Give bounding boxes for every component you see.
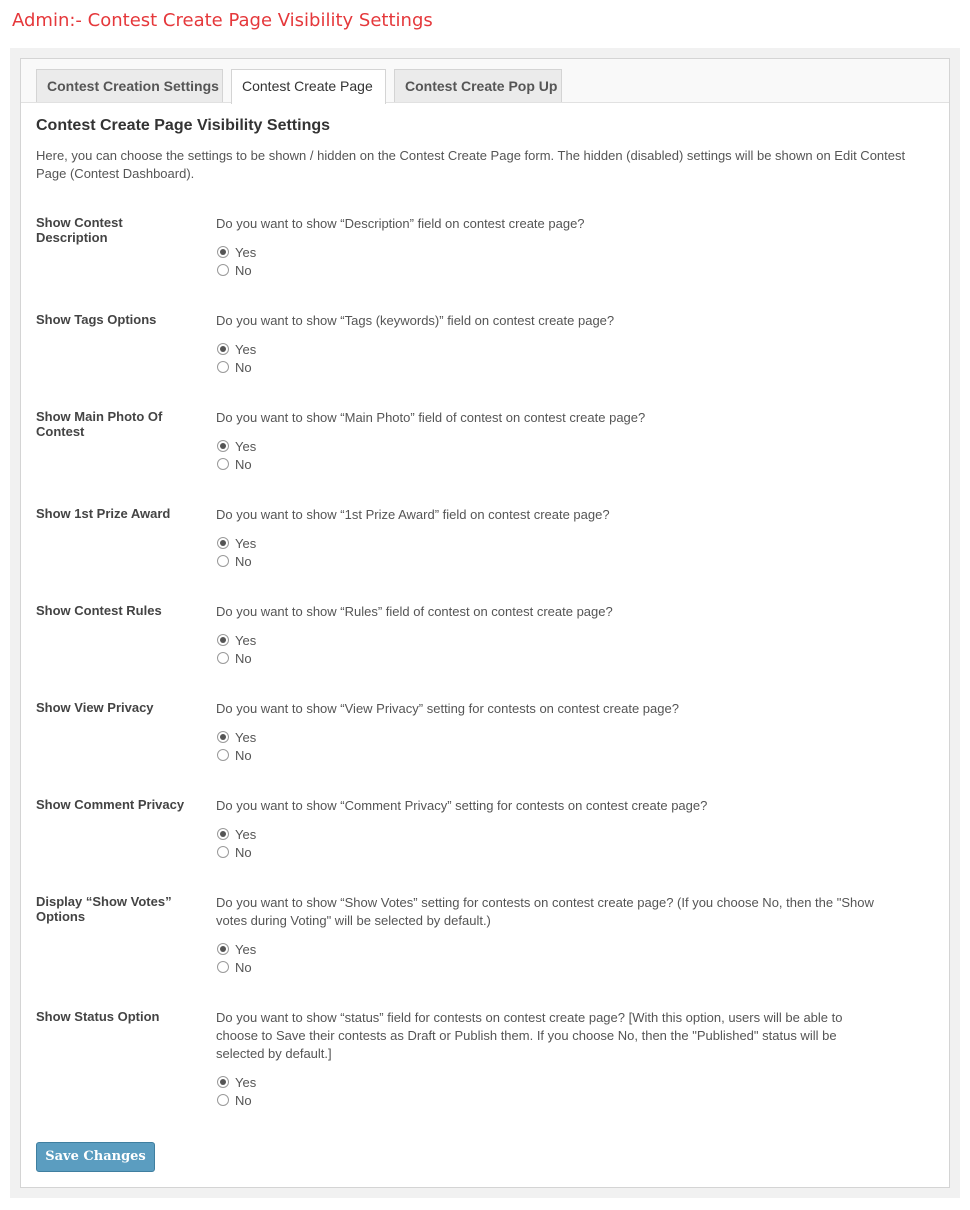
setting-label: Show 1st Prize Award [36, 506, 171, 521]
radio-no[interactable] [217, 1094, 229, 1106]
radio-group [216, 940, 256, 976]
yes-option[interactable]: Yes [216, 940, 256, 958]
setting-question: Do you want to show “Description” field on contest create page? [216, 216, 585, 231]
radio-yes[interactable] [217, 246, 229, 258]
setting-question: Do you want to show “View Privacy” setting for contests on contest create page? [216, 701, 679, 716]
radio-group [216, 1073, 256, 1109]
section-title: Contest Create Page Visibility Settings [36, 117, 331, 134]
radio-group [216, 534, 256, 570]
tab-contest-create-pop-up[interactable]: Contest Create Pop Up [394, 69, 562, 102]
radio-yes[interactable] [217, 537, 229, 549]
radio-group [216, 631, 256, 667]
radio-yes[interactable] [217, 440, 229, 452]
setting-question: Do you want to show “Tags (keywords)” field on contest create page? [216, 313, 615, 328]
tab-contest-create-page[interactable]: Contest Create Page [231, 69, 386, 104]
radio-no[interactable] [217, 749, 229, 761]
setting-question: Do you want to show “Comment Privacy” setting for contests on contest create page? [216, 798, 708, 813]
radio-yes[interactable] [217, 1076, 229, 1088]
radio-yes[interactable] [217, 731, 229, 743]
setting-question: Do you want to show “status” field for contests on contest create page? [With this option, users will be able to choose to Save their contests as Draft or Publish them. If you choose No, then the "Published" status will be selected by default.] [216, 1010, 843, 1061]
radio-group [216, 437, 256, 473]
setting-label: Display “Show Votes” Options [36, 894, 172, 924]
radio-no[interactable] [217, 264, 229, 276]
yes-option[interactable]: Yes [216, 631, 256, 649]
yes-option[interactable]: Yes [216, 728, 256, 746]
setting-label: Show Contest Rules [36, 603, 162, 618]
intro-text: Here, you can choose the settings to be shown / hidden on the Contest Create Page form. The hidden (disabled) settings will be shown on Edit Contest Page (Contest Dashboard). [36, 148, 906, 181]
radio-group [216, 340, 256, 376]
yes-option[interactable]: Yes [216, 534, 256, 552]
radio-group [216, 243, 256, 279]
radio-no[interactable] [217, 361, 229, 373]
settings-wrapper [10, 48, 960, 1198]
setting-label: Show Main Photo Of Contest [36, 409, 163, 439]
no-option[interactable]: No [216, 843, 256, 861]
no-option[interactable]: No [216, 552, 256, 570]
radio-yes[interactable] [217, 828, 229, 840]
no-option[interactable]: No [216, 358, 256, 376]
radio-yes[interactable] [217, 343, 229, 355]
setting-label: Show Contest Description [36, 215, 123, 245]
yes-option[interactable]: Yes [216, 243, 256, 261]
radio-group [216, 728, 256, 764]
save-changes-button[interactable]: Save Changes [36, 1142, 155, 1172]
setting-question: Do you want to show “Main Photo” field of contest on contest create page? [216, 410, 646, 425]
no-option[interactable]: No [216, 746, 256, 764]
radio-no[interactable] [217, 961, 229, 973]
radio-no[interactable] [217, 555, 229, 567]
setting-label: Show Status Option [36, 1009, 160, 1024]
yes-option[interactable]: Yes [216, 1073, 256, 1091]
no-option[interactable]: No [216, 649, 256, 667]
radio-group [216, 825, 256, 861]
radio-yes[interactable] [217, 634, 229, 646]
setting-label: Show Tags Options [36, 312, 157, 327]
setting-question: Do you want to show “1st Prize Award” field on contest create page? [216, 507, 610, 522]
radio-no[interactable] [217, 846, 229, 858]
no-option[interactable]: No [216, 958, 256, 976]
no-option[interactable]: No [216, 261, 256, 279]
tab-bar [21, 59, 949, 103]
settings-panel [20, 58, 950, 1188]
page-title: Admin:- Contest Create Page Visibility Settings [12, 10, 433, 31]
radio-no[interactable] [217, 458, 229, 470]
yes-option[interactable]: Yes [216, 340, 256, 358]
radio-yes[interactable] [217, 943, 229, 955]
setting-label: Show View Privacy [36, 700, 154, 715]
setting-question: Do you want to show “Show Votes” setting for contests on contest create page? (If you choose No, then the "Show votes during Voting" will be selected by default.) [216, 895, 874, 928]
setting-label: Show Comment Privacy [36, 797, 185, 812]
no-option[interactable]: No [216, 1091, 256, 1109]
yes-option[interactable]: Yes [216, 825, 256, 843]
yes-option[interactable]: Yes [216, 437, 256, 455]
tab-contest-creation-settings[interactable]: Contest Creation Settings [36, 69, 223, 102]
setting-question: Do you want to show “Rules” field of contest on contest create page? [216, 604, 613, 619]
no-option[interactable]: No [216, 455, 256, 473]
radio-no[interactable] [217, 652, 229, 664]
